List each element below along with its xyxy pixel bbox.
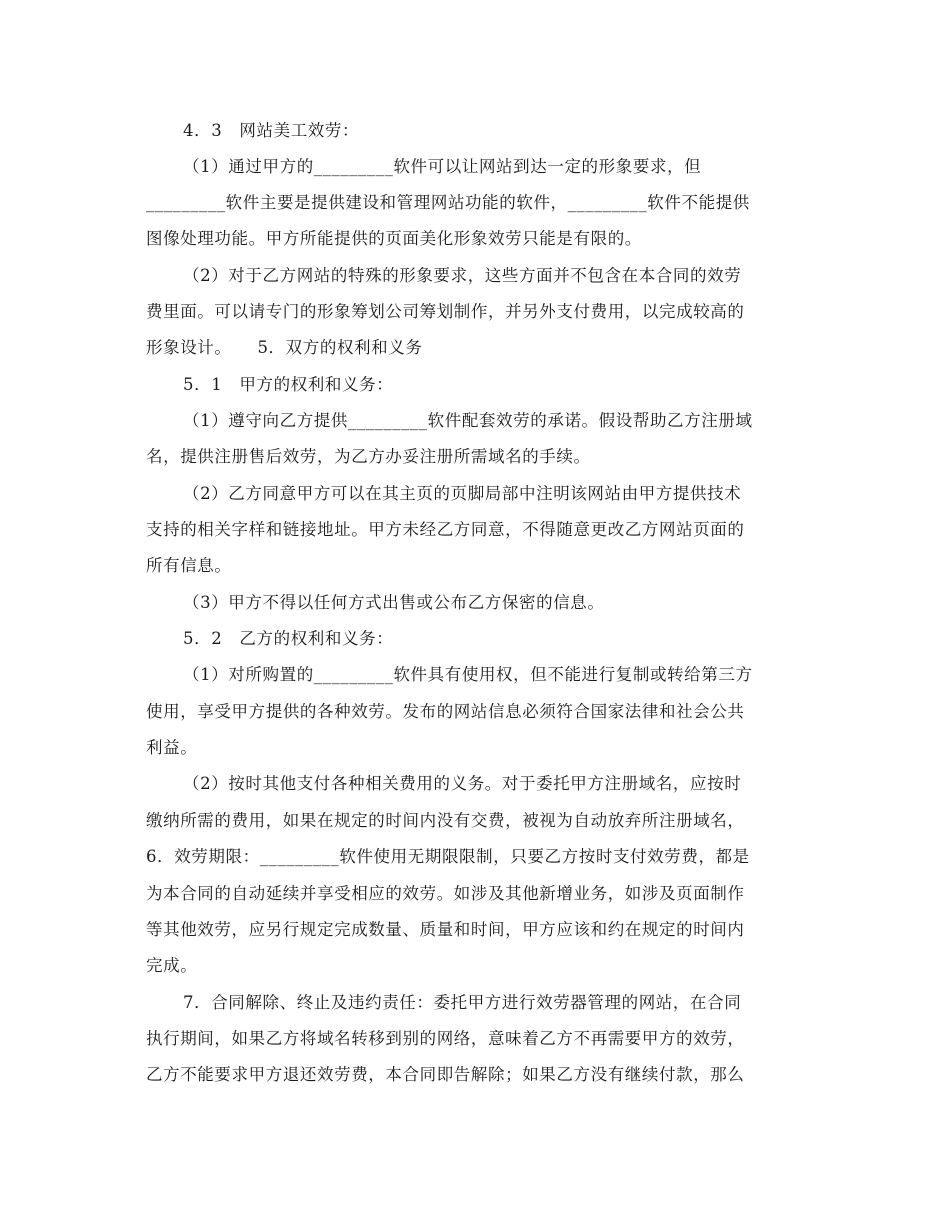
paragraph-line: （2）乙方同意甲方可以在其主页的页脚局部中注明该网站由甲方提供技术 [183, 484, 742, 503]
paragraph-line: 支持的相关字样和链接地址。甲方未经乙方同意，不得随意更改乙方网站页面的 [146, 520, 745, 539]
paragraph-line: 使用，享受甲方提供的各种效劳。发布的网站信息必须符合国家法律和社会公共 [146, 702, 745, 721]
paragraph-line: 为本合同的自动延续并享受相应的效劳。如涉及其他新增业务，如涉及页面制作 [146, 884, 745, 903]
paragraph-line: （2）对于乙方网站的特殊的形象要求，这些方面并不包含在本合同的效劳 [183, 266, 742, 285]
section-heading-4-3: 4．3 网站美工效劳： [183, 121, 360, 140]
paragraph-line: 等其他效劳，应另行规定完成数量、质量和时间，甲方应该和约在规定的时间内 [146, 920, 745, 939]
paragraph-line: 图像处理功能。甲方所能提供的页面美化形象效劳只能是有限的。 [146, 229, 642, 248]
paragraph-line: 执行期间，如果乙方将域名转移到别的网络，意味着乙方不再需要甲方的效劳， [146, 1029, 745, 1048]
paragraph-line: 利益。 [146, 738, 198, 757]
paragraph-line: 费里面。可以请专门的形象筹划公司筹划制作，并另外支付费用，以完成较高的 [146, 302, 745, 321]
paragraph-line: 7．合同解除、终止及违约责任：委托甲方进行效劳器管理的网站，在合同 [183, 993, 742, 1012]
paragraph-line: _________软件主要是提供建设和管理网站功能的软件，_________软件不能提供 [146, 193, 750, 212]
paragraph-line: （3）甲方不得以任何方式出售或公布乙方保密的信息。 [183, 593, 605, 612]
paragraph-line: 乙方不能要求甲方退还效劳费，本合同即告解除；如果乙方没有继续付款，那么 [146, 1065, 745, 1084]
paragraph-line: 所有信息。 [146, 556, 232, 575]
paragraph-line: 形象设计。 5．双方的权利和义务 [146, 338, 423, 357]
paragraph-line: （1）通过甲方的_________软件可以让网站到达一定的形象要求，但 [183, 157, 702, 176]
paragraph-line: （1）遵守向乙方提供_________软件配套效劳的承诺。假设帮助乙方注册域 [183, 411, 753, 430]
section-heading-5-2: 5．2 乙方的权利和义务： [183, 629, 394, 648]
paragraph-line: （2）按时其他支付各种相关费用的义务。对于委托甲方注册域名，应按时 [183, 774, 742, 793]
section-heading-5-1: 5．1 甲方的权利和义务： [183, 375, 394, 394]
paragraph-line: 名，提供注册售后效劳，为乙方办妥注册所需域名的手续。 [146, 447, 591, 466]
paragraph-line: （1）对所购置的_________软件具有使用权，但不能进行复制或转给第三方 [183, 665, 753, 684]
paragraph-line: 完成。 [146, 956, 198, 975]
paragraph-line: 6．效劳期限：_________软件使用无期限限制，只要乙方按时支付效劳费，都是 [146, 847, 750, 866]
paragraph-line: 缴纳所需的费用，如果在规定的时间内没有交费，被视为自动放弃所注册域名， [146, 811, 745, 830]
